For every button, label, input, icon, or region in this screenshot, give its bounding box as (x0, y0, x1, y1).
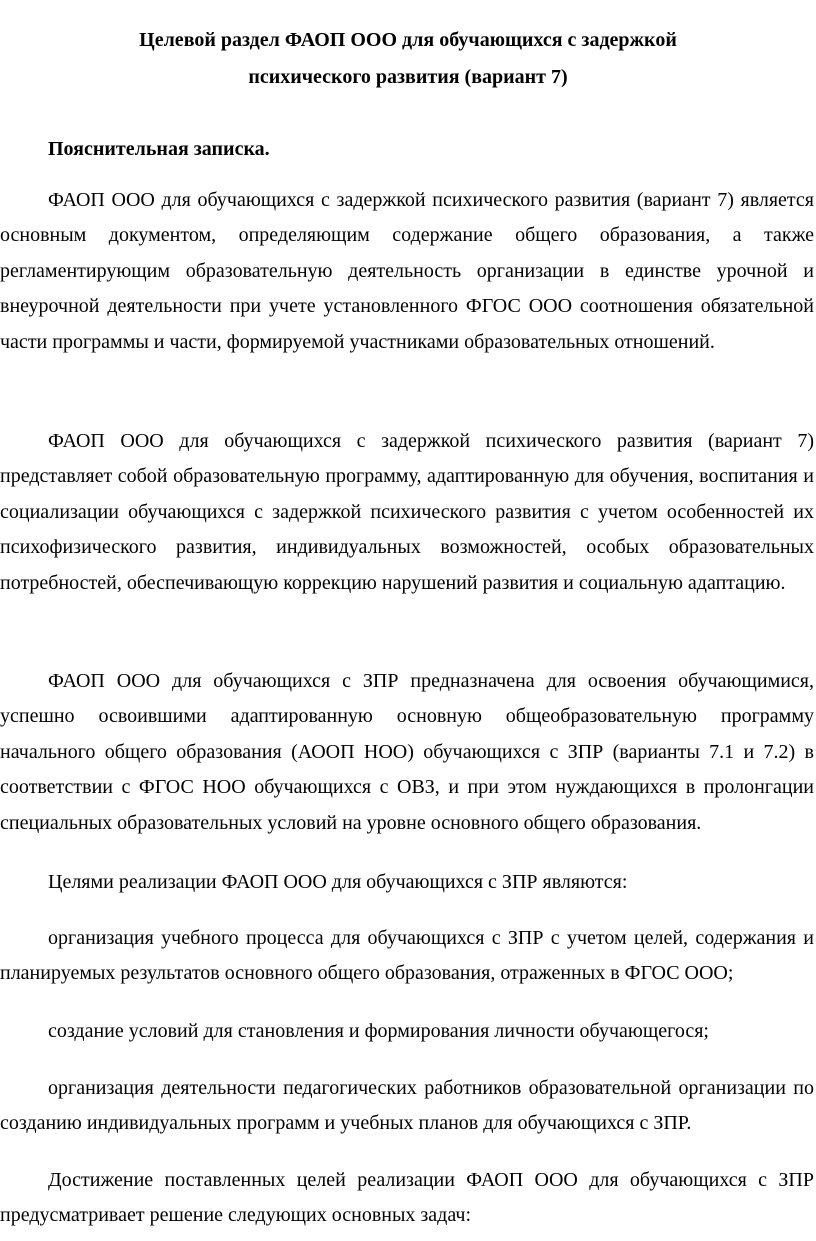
goal-item-staff-activity: организация деятельности педагогических работников образовательной организации по созданию индивидуальных программ и учебных планов для обучающихся с ЗПР. (0, 1077, 814, 1135)
paragraph-target-audience: ФАОП ООО для обучающихся с ЗПР предназначена для освоения обучающимися, успешно освоившими адаптированную основную общеобразовательную программу начального общего образования (АООП НОО) обучающихся с ЗПР (варианты 7.1 и 7.2) в соответствии с ФГОС НОО обучающихся с ОВЗ, и при этом нуждающихся в пролонгации специальных образовательных условий на уровне основного общего образования. (0, 670, 814, 834)
paragraph-goals-intro: Целями реализации ФАОП ООО для обучающихся с ЗПР являются: (48, 871, 628, 893)
paragraph-purpose: ФАОП ООО для обучающихся с задержкой психического развития (вариант 7) является основным документом, определяющим содержание общего образования, а также регламентирующим образовательную деятельность организации в единстве урочной и внеурочной деятельности при учете установленного ФГОС ООО соотношения обязательной части программы и части, формируемой участниками образовательных отношений. (0, 189, 814, 353)
goal-item-conditions: создание условий для становления и формирования личности обучающегося; (48, 1020, 709, 1042)
goal-item-organization: организация учебного процесса для обучающихся с ЗПР с учетом целей, содержания и планируемых результатов основного общего образования, отраженных в ФГОС ООО; (0, 927, 814, 985)
document-title-line-1: Целевой раздел ФАОП ООО для обучающихся с задержкой (139, 29, 677, 51)
document-title-line-2: психического развития (вариант 7) (248, 66, 568, 88)
section-heading: Пояснительная записка. (48, 138, 270, 160)
paragraph-definition: ФАОП ООО для обучающихся с задержкой психического развития (вариант 7) представляет собой образовательную программу, адаптированную для обучения, воспитания и социализации обучающихся с задержкой психического развития с учетом особенностей их психофизического развития, индивидуальных возможностей, особых образовательных потребностей, обеспечивающую коррекцию нарушений развития и социальную адаптацию. (0, 430, 814, 594)
paragraph-tasks-intro: Достижение поставленных целей реализации ФАОП ООО для обучающихся с ЗПР предусматривает решение следующих основных задач: (0, 1169, 814, 1227)
